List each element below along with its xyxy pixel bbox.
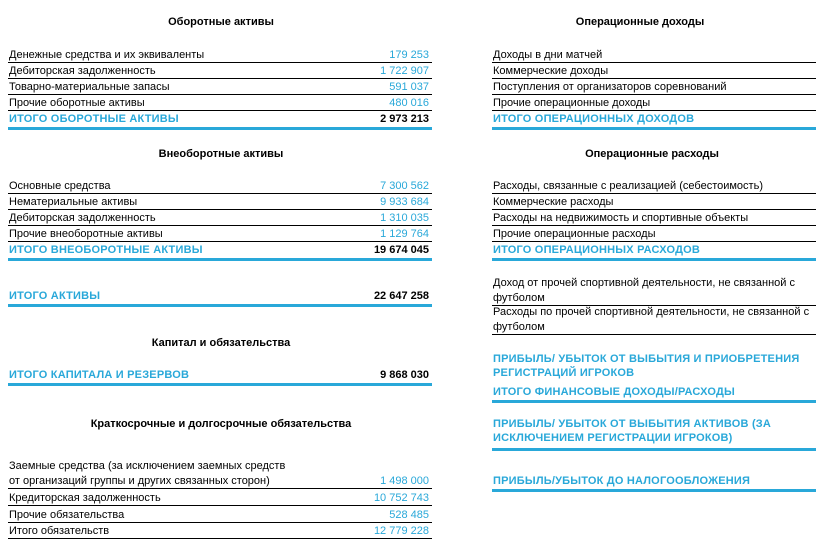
row-label: Товарно-материальные запасы <box>9 81 170 93</box>
other-sport-income-row <box>492 276 816 306</box>
total-label: ИТОГО ВНЕОБОРОТНЫЕ АКТИВЫ <box>9 244 203 256</box>
table-row <box>492 195 816 210</box>
table-row <box>8 474 432 489</box>
row-label: Поступления от организаторов соревнований <box>493 81 727 93</box>
table-row <box>8 179 432 194</box>
total-label: ИТОГО ФИНАНСОВЫЕ ДОХОДЫ/РАСХОДЫ <box>493 386 736 398</box>
total-op-income <box>492 112 816 130</box>
row-label: Кредиторская задолженность <box>9 492 161 504</box>
row-label: Нематериальные активы <box>9 196 138 208</box>
total-op-expenses <box>492 243 816 261</box>
table-row <box>492 96 816 111</box>
noncurrent-assets-heading: Внеоборотные активы <box>158 148 284 160</box>
current-assets-heading: Оборотные активы <box>168 16 274 28</box>
table-row <box>492 48 816 63</box>
row-value: 9 933 684 <box>380 196 429 208</box>
row-label: Денежные средства и их эквиваленты <box>9 49 205 61</box>
row-value: 10 752 743 <box>373 492 429 504</box>
row-label-line1: Доход от прочей спортивной деятельности, не связанной с <box>493 277 795 289</box>
row-label: Дебиторская задолженность <box>9 65 156 77</box>
row-label: от организаций группы и других связанных сторон) <box>9 475 270 487</box>
other-sport-expense-row <box>492 305 816 335</box>
table-row <box>492 80 816 95</box>
row-label: Основные средства <box>9 180 111 192</box>
row-value: 179 253 <box>389 49 429 61</box>
capital-heading: Капитал и обязательства <box>151 337 291 349</box>
total-capital <box>8 368 432 386</box>
table-row <box>492 211 816 226</box>
row-value: 591 037 <box>389 81 429 93</box>
table-row <box>8 96 432 111</box>
row-label: Прочие внеоборотные активы <box>9 228 163 240</box>
total-value: 9 868 030 <box>380 369 429 381</box>
result-label-line2: РЕГИСТРАЦИЙ ИГРОКОВ <box>493 367 635 379</box>
row-label: Коммерческие расходы <box>493 196 614 208</box>
row-label: Прочие оборотные активы <box>9 97 145 109</box>
total-label: ИТОГО ОПЕРАЦИОННЫХ РАСХОДОВ <box>493 244 701 256</box>
op-expenses-heading: Операционные расходы <box>585 148 719 160</box>
row-label: Итого обязательств <box>9 525 110 537</box>
table-row <box>8 80 432 95</box>
row-label: Расходы, связанные с реализацией (себестоимость) <box>493 180 763 192</box>
table-row <box>8 195 432 210</box>
table-row <box>8 524 432 539</box>
row-value: 528 485 <box>389 509 429 521</box>
table-row <box>8 491 432 506</box>
row-label: Прочие обязательства <box>9 509 125 521</box>
row-label: Прочие операционные доходы <box>493 97 651 109</box>
row-value: 1 498 000 <box>380 475 429 487</box>
row-label: Доходы в дни матчей <box>493 49 603 61</box>
total-noncurrent-assets <box>8 243 432 261</box>
loan-label-line1: Заемные средства (за исключением заемных средств <box>9 460 286 472</box>
row-label-line2: футболом <box>493 321 545 333</box>
row-label: Расходы на недвижимость и спортивные объекты <box>493 212 749 224</box>
total-finance <box>492 385 816 403</box>
table-row <box>492 179 816 194</box>
table-row <box>8 227 432 242</box>
result-label-line1: ПРИБЫЛЬ/ УБЫТОК ОТ ВЫБЫТИЯ И ПРИОБРЕТЕНИЯ <box>493 353 800 365</box>
row-value: 12 779 228 <box>373 525 429 537</box>
total-label: ИТОГО ОБОРОТНЫЕ АКТИВЫ <box>9 113 179 125</box>
player-registration-result <box>492 352 816 384</box>
row-label-line1: Расходы по прочей спортивной деятельности, не связанной с <box>493 306 810 318</box>
asset-disposal-result <box>492 417 816 451</box>
total-value: 2 973 213 <box>380 113 429 125</box>
row-value: 7 300 562 <box>380 180 429 192</box>
table-row <box>492 227 816 242</box>
table-row <box>8 64 432 79</box>
total-label: ИТОГО ОПЕРАЦИОННЫХ ДОХОДОВ <box>493 113 695 125</box>
row-value: 1 129 764 <box>380 228 429 240</box>
total-current-assets <box>8 112 432 130</box>
result-label-line1: ПРИБЫЛЬ/ УБЫТОК ОТ ВЫБЫТИЯ АКТИВОВ (ЗА <box>493 418 772 430</box>
table-row <box>492 64 816 79</box>
row-label: Дебиторская задолженность <box>9 212 156 224</box>
total-value: 19 674 045 <box>373 244 429 256</box>
total-label: ПРИБЫЛЬ/УБЫТОК ДО НАЛОГООБЛОЖЕНИЯ <box>493 475 751 487</box>
row-label: Коммерческие доходы <box>493 65 609 77</box>
table-row <box>8 48 432 63</box>
row-value: 480 016 <box>389 97 429 109</box>
row-value: 1 722 907 <box>380 65 429 77</box>
row-value: 1 310 035 <box>380 212 429 224</box>
table-row <box>8 508 432 523</box>
liabilities-heading: Краткосрочные и долгосрочные обязательства <box>90 418 352 430</box>
total-assets <box>8 289 432 307</box>
row-label: Прочие операционные расходы <box>493 228 656 240</box>
total-value: 22 647 258 <box>373 290 429 302</box>
row-label-line2: футболом <box>493 292 545 304</box>
pretax-result <box>492 474 816 492</box>
op-income-heading: Операционные доходы <box>575 16 705 28</box>
total-label: ИТОГО АКТИВЫ <box>9 290 101 302</box>
total-label: ИТОГО КАПИТАЛА И РЕЗЕРВОВ <box>9 369 190 381</box>
table-row <box>8 211 432 226</box>
result-label-line2: ИСКЛЮЧЕНИЕМ РЕГИСТРАЦИИ ИГРОКОВ) <box>493 432 733 444</box>
